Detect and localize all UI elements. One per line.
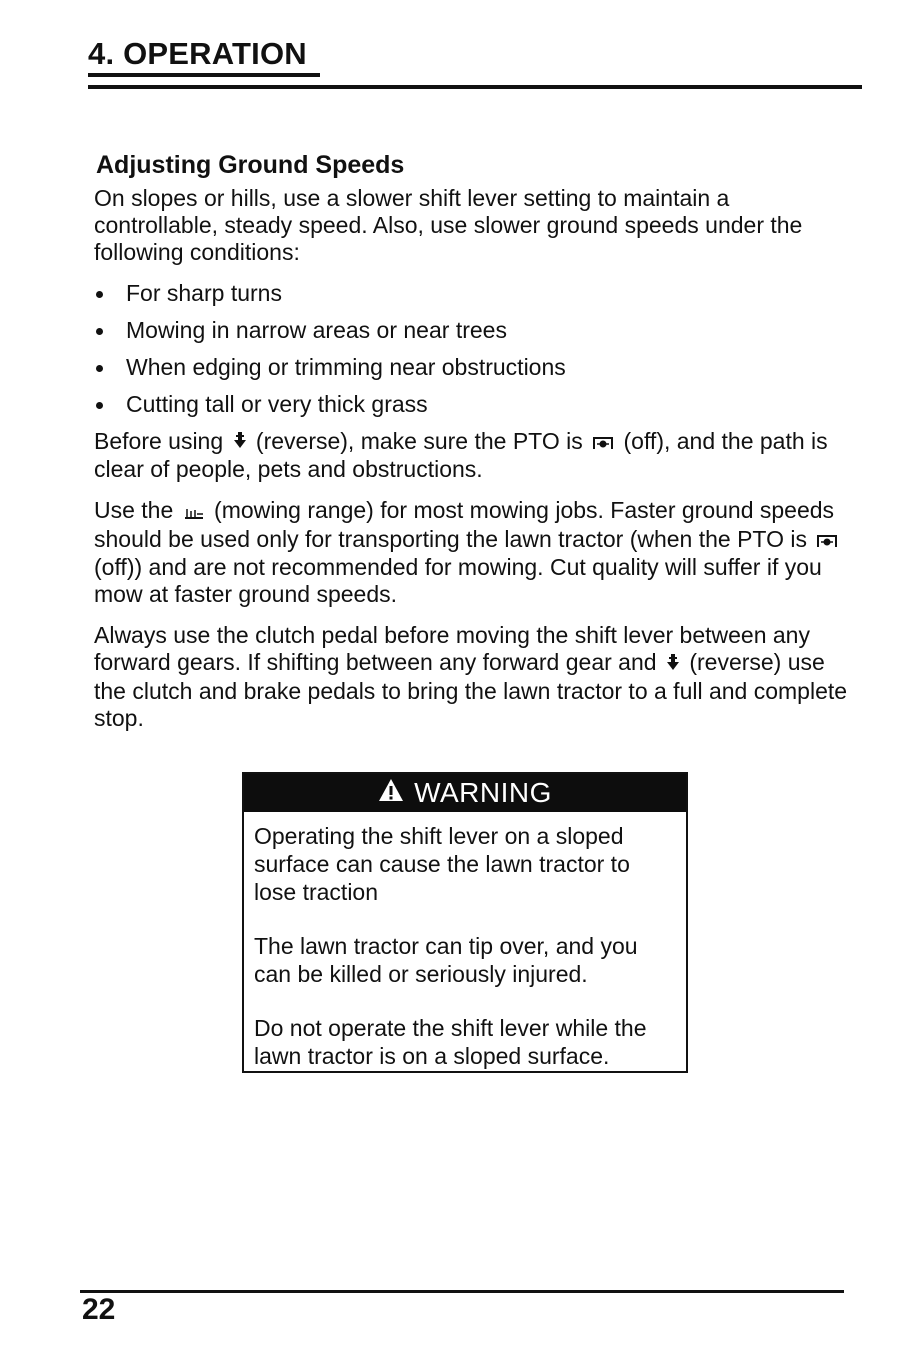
warning-box (242, 772, 688, 1073)
text-run: Always use the clutch pedal before moving the shift lever between any forward gears. If shifting between any forward gear and (94, 622, 810, 676)
bullet-icon (96, 291, 103, 298)
warning-banner (244, 774, 686, 812)
bullet-icon (96, 328, 103, 335)
list-item-text: Mowing in narrow areas or near trees (126, 317, 507, 343)
title-underline (88, 73, 320, 77)
pto-off-icon (817, 527, 837, 554)
text-run: (reverse), make sure the PTO is (255, 428, 583, 454)
reverse-gear-icon (667, 651, 679, 678)
reverse-paragraph (94, 428, 858, 483)
list-item (88, 280, 858, 307)
page-number: 22 (82, 1293, 116, 1326)
text-run: (off)) and are not recommended for mowing. Cut quality will suffer if you mow at faster ground speeds. (94, 554, 822, 608)
warning-triangle-icon (378, 777, 404, 809)
list-item (88, 317, 858, 344)
mowing-range-paragraph (94, 497, 858, 608)
warning-text: Operating the shift lever on a sloped surface can cause the lawn tractor to lose traction (254, 823, 630, 905)
text-run: (reverse) use the clutch and brake pedals to bring the lawn tractor to a full and complete stop. (94, 649, 848, 731)
warning-title: WARNING (414, 777, 552, 808)
section-heading: Adjusting Ground Speeds (96, 151, 405, 179)
header-rule (88, 85, 862, 89)
pto-off-icon (593, 429, 613, 456)
section-title: 4. OPERATION (88, 36, 307, 71)
list-item (88, 354, 858, 381)
list-item-text: For sharp turns (126, 280, 282, 306)
reverse-gear-icon (234, 429, 246, 456)
conditions-list (88, 280, 858, 418)
warning-body (244, 812, 686, 1070)
clutch-paragraph (94, 622, 858, 731)
main-content (88, 152, 858, 746)
intro-paragraph: On slopes or hills, use a slower shift lever setting to maintain a controllable, steady speed. Also, use slower ground speeds under the following conditions: (94, 185, 803, 265)
bullet-icon (96, 365, 103, 372)
mowing-range-icon (184, 499, 204, 526)
list-item-text: When edging or trimming near obstructions (126, 354, 566, 380)
warning-text: The lawn tractor can tip over, and you can be killed or seriously injured. (254, 933, 638, 987)
text-run: Before using (94, 428, 224, 454)
list-item (88, 391, 858, 418)
warning-text: Do not operate the shift lever while the lawn tractor is on a sloped surface. (254, 1015, 647, 1069)
text-run: (off), and the path is clear of people, pets and obstructions. (94, 428, 828, 483)
footer-rule (80, 1290, 844, 1293)
bullet-icon (96, 402, 103, 409)
text-run: (mowing range) for most mowing jobs. Faster ground speeds should be used only for transporting the lawn tractor (when the PTO is (94, 497, 835, 552)
text-run: Use the (94, 497, 174, 524)
list-item-text: Cutting tall or very thick grass (126, 391, 428, 417)
